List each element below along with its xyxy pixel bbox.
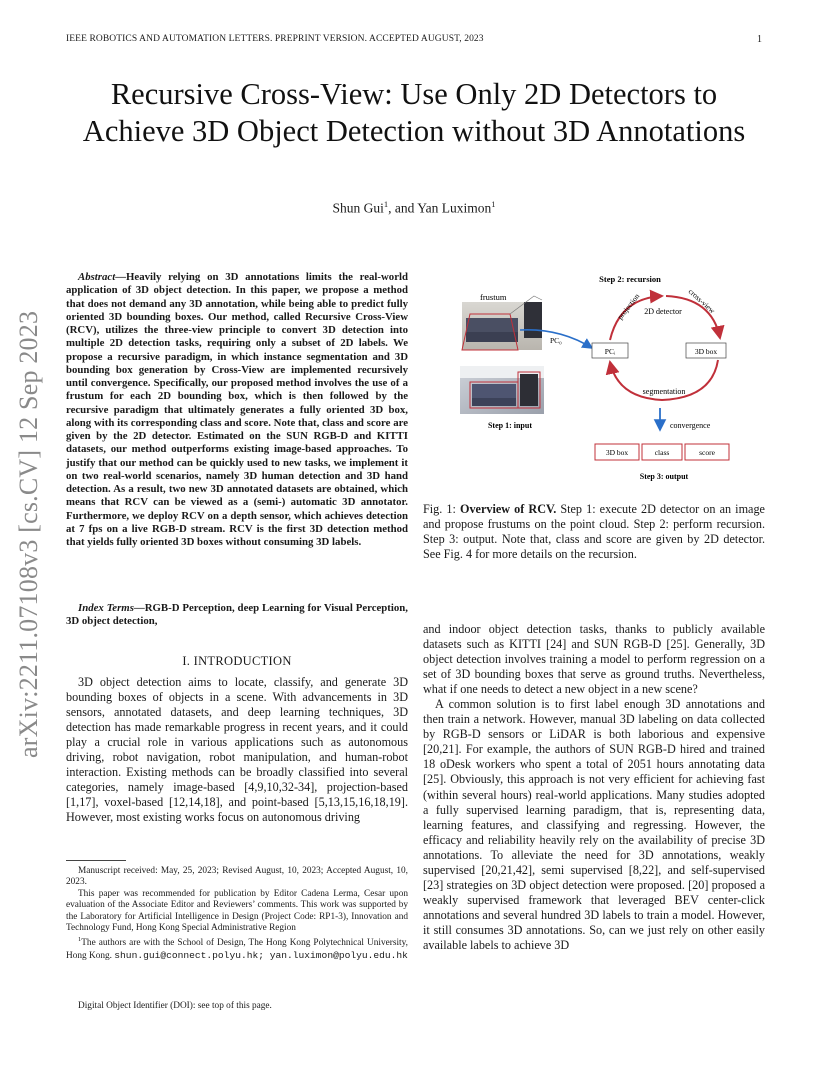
point-cloud-thumbnail [462, 296, 542, 350]
author-name: Yan Luximon [417, 200, 492, 216]
abstract [66, 271, 408, 549]
abstract-label: Abstract [78, 271, 116, 283]
output-3d-box-label: 3D box [605, 448, 629, 457]
arxiv-watermark: arXiv:2211.07108v3 [cs.CV] 12 Sep 2023 [14, 310, 43, 758]
intro-paragraph-left: 3D object detection aims to locate, classify, and generate 3D bounding boxes of objects in a scene. With advancements in 3D sensors, annotated datasets, and deep learning techniques, 3D detection has made remarkable progress in recent years, and it could play a crucial role in various applications such as autonomous driving, robot navigation, robot manipulation, and human-robot interaction. Existing methods can be broadly classified into several categories, namely image-based [4,9,10,32-34], projection-based [1,17], voxel-based [12,14,18], and point-based [5,13,15,16,18,19]. However, most existing works focus on autonomous driving [66, 675, 408, 825]
caption-label: Fig. 1: [423, 502, 460, 516]
footnote-affiliation [66, 934, 408, 962]
rgb-image-thumbnail [460, 366, 544, 414]
detector-label: 2D detector [644, 307, 682, 316]
output-class-label: class [654, 448, 670, 457]
caption-text: Step 1: execute 2D detector on an image and propose frustums on the point cloud. Step 2: perform recursion. Step 3: output. Note that, class and score are given by 2D detector. See Fig. 4 for more details on the recursion. [423, 502, 765, 562]
affiliation-mark: 1 [491, 199, 496, 209]
figure-caption [423, 502, 765, 562]
intro-right-column [423, 622, 765, 953]
author-name: Shun Gui [332, 200, 384, 216]
affiliation-mark: 1 [78, 936, 82, 944]
paper-title: Recursive Cross-View: Use Only 2D Detectors to Achieve 3D Object Detection without 3D Annotations [82, 77, 746, 148]
index-terms-text: —RGB-D Perception, deep Learning for Visual Perception, 3D object detection, [66, 602, 409, 628]
pci-label: PCᵢ [604, 347, 616, 356]
author-separator: , and [388, 200, 418, 216]
author-line [60, 199, 768, 217]
author-emails: shun.gui@connect.polyu.hk; yan.luximon@polyu.edu.hk [114, 949, 408, 961]
output-score-label: score [699, 448, 715, 457]
page-number: 1 [757, 34, 762, 45]
frustum-label: frustum [480, 292, 507, 302]
footnote-divider [66, 860, 126, 861]
step1-title: Step 1: input [487, 421, 533, 430]
overview-figure [450, 270, 760, 485]
footnote-recommended: This paper was recommended for publication by Editor Cadena Lerma, Cesar upon evaluation of the Associate Editor and Reviewers’ comments. This work was supported by the Laboratory for Artificial Intelligence in Design (Project Code: RP1-3), Innovation and Technology Fund, Hong Kong Special Administrative Region [66, 888, 408, 934]
step2-title: Step 2: recursion [599, 274, 661, 284]
index-terms [66, 602, 408, 629]
step3-title: Step 3: output [639, 472, 689, 481]
section-heading: I. INTRODUCTION [182, 654, 292, 668]
cross-view-label: cross-view [686, 286, 717, 316]
intro-paragraph: A common solution is to first label enough 3D annotations and then train a network. However, manual 3D labeling on data collected by RGB-D sensors or LiDAR is both laborious and expensive [20,21]. For example, the authors of SUN RGB-D hired and trained 18 oDesk workers who spent a total of 2051 hours annotating data [25]. Obviously, this approach is not very efficient for achieving fast (within several hours) real-world applications. Many studies adopted a fully supervised learning paradigm, that is, representing data, learning features, and classifying and regressing. However, the efficacy and reliability heavily rely on the availability of precise 3D annotations. To alleviate the need for 3D annotations, weakly supervised [20,21,42], semi supervised [8,22], and self-supervised [23] strategies on 3D object detection were proposed. [20] proposed a weakly supervised framework that leveraged BEV center-click annotations and several hundred 3D labels to train a model. However, it still consumes 3D annotations. So, can we just rely on other easily available labels to achieve 3D [423, 697, 765, 952]
caption-bold: Overview of RCV. [459, 502, 557, 516]
pc0-label: PC₀ [550, 336, 562, 345]
footnote-received: Manuscript received: May, 25, 2023; Revised August, 10, 2023; Accepted August, 10, 2023. [66, 866, 408, 888]
doi-note: Digital Object Identifier (DOI): see top of this page. [78, 1001, 272, 1011]
segmentation-label: segmentation [642, 387, 686, 396]
projection-label: projection [615, 291, 642, 322]
convergence-label: convergence [670, 421, 711, 430]
affiliation-mark: 1 [383, 199, 389, 209]
affiliation-text: The authors are with the School of Design, The Hong Kong Polytechnical University, Hong Kong. [66, 938, 408, 961]
footnotes [66, 866, 408, 962]
running-header: IEEE ROBOTICS AND AUTOMATION LETTERS. PREPRINT VERSION. ACCEPTED AUGUST, 2023 [66, 34, 484, 44]
3d-box-node-label: 3D box [694, 347, 718, 356]
cross-view-arrow [666, 296, 720, 338]
intro-paragraph: and indoor object detection tasks, thanks to publicly available datasets such as KITTI [24] and SUN RGB-D [25]. Generally, 3D object detection involves training a model to perform regression on a set of 3D bounding boxes that serve as ground truths. Nevertheless, what if one needs to detect a new object in a new scene? [423, 622, 765, 697]
index-terms-label: Index Terms [78, 602, 134, 614]
abstract-text: —Heavily relying on 3D annotations limits the real-world application of 3D object detection. In this paper, we propose a method that does not demand any 3D annotation, while being able to predict fully oriented 3D bounding boxes. Our method, called Recursive Cross-View (RCV), utilizes the three-view principle to convert 3D detection into multiple 2D detection tasks, requiring only a subset of 2D labels. We propose a recursive paradigm, in which instance segmentation and 3D bounding box generation by Cross-View are implemented recursively until convergence. Specifically, our proposed method involves the use of a frustum for each 2D bounding box, which is then followed by the recursive paradigm that ultimately generates a fully oriented 3D box, along with its corresponding class and score. Note that, class and score are given by the 2D detector. Estimated on the SUN RGB-D and KITTI datasets, our method outperforms existing image-based approaches. To justify that our method can be quickly used to new tasks, we implement it on two real-world scenarios, namely 3D human detection and 3D hand detection. As a result, two new 3D annotated datasets are obtained, which means that RCV can be viewed as a (semi-) automatic 3D annotator. Furthermore, we deploy RCV on a depth sensor, which achieves detection at 7 fps on a live RGB-D stream. RCV is the first 3D detection method that yields fully oriented 3D boxes without consuming 3D labels. [66, 271, 408, 548]
